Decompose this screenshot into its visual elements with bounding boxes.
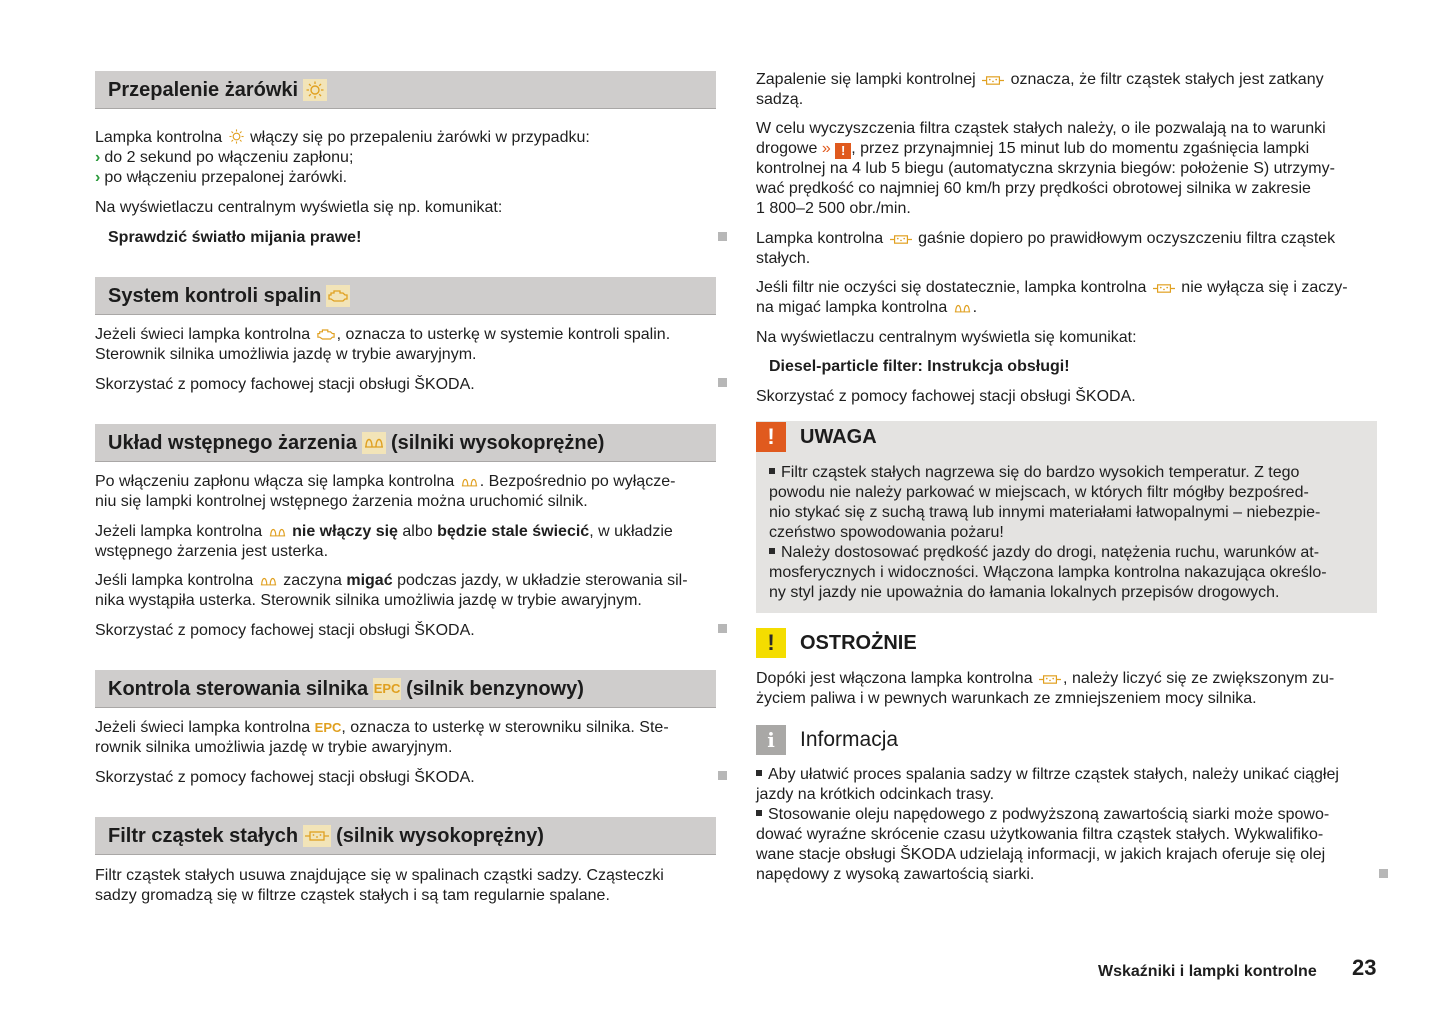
text: ny styl jazdy nie upoważnia do łamania lokalnych przepisów drogowych. (769, 584, 1280, 601)
particle-filter-icon (890, 234, 912, 245)
text: Jeśli lampka kontrolna (95, 572, 254, 589)
epc-p1 (95, 718, 716, 758)
text: napędowy z wysoką zawartością siarki. (756, 866, 1035, 883)
text: czeństwo spowodowania pożaru! (769, 524, 1004, 541)
list-item-text: do 2 sekund po włączeniu zapłonu; (104, 149, 354, 166)
text: sadzą. (756, 91, 804, 108)
text: wać prędkość co najmniej 60 km/h przy prędkości obrotowej silnika w zakresie (756, 180, 1311, 197)
text: będzie stale świecić (437, 523, 590, 540)
section-subtitle: (silnik benzynowy) (406, 677, 584, 700)
text: sadzy gromadzą się w filtrze cząstek stałych i są tam regularnie spalane. (95, 887, 610, 904)
info-title: Informacja (800, 728, 899, 751)
text: nie wyłącza się i zaczy- (1181, 279, 1348, 296)
text: wstępnego żarzenia jest usterka. (95, 543, 329, 560)
text: W celu wyczyszczenia filtra cząstek stałych należy, o ile pozwalają na to warunki (756, 120, 1326, 137)
info-icon: i (756, 725, 786, 755)
section-end-marker (718, 232, 727, 241)
particle-filter-icon (1039, 674, 1061, 685)
emission-p2: Skorzystać z pomocy fachowej stacji obsługi ŠKODA. (95, 376, 475, 393)
text: Należy dostosować prędkość jazdy do drogi, natężenia ruchu, warunków at- (781, 544, 1320, 561)
square-bullet-icon (769, 548, 775, 554)
glow-plug-icon (362, 432, 386, 454)
dpf-r1 (756, 70, 1377, 110)
text: włączy się po przepaleniu żarówki w przypadku: (250, 129, 590, 146)
text: Jeżeli lampka kontrolna (95, 523, 263, 540)
cross-reference-link[interactable]: » (821, 140, 831, 157)
bulb-failure-icon (229, 129, 244, 144)
dpf-message: Diesel-particle filter: Instrukcja obsługi! (769, 358, 1070, 375)
text: dować wyraźne skrócenie czasu użytkowania filtra cząstek stałych. Wykwalifiko- (756, 826, 1324, 843)
warning-icon: ! (756, 422, 786, 452)
text: nika wystąpiła usterka. Sterownik silnika umożliwia jazdę w trybie awaryjnym. (95, 592, 642, 609)
section-title: System kontroli spalin (108, 284, 322, 307)
bulb-failure-icon (303, 79, 327, 101)
text: niu się lampki kontrolnej wstępnego żarzenia można uruchomić silnik. (95, 493, 588, 510)
bulb-display-note: Na wyświetlaczu centralnym wyświetla się np. komunikat: (95, 199, 503, 216)
dpf-r2 (756, 119, 1377, 219)
section-header-dpf (95, 817, 716, 855)
glow-p1 (95, 472, 716, 512)
bulb-message: Sprawdzić światło mijania prawe! (108, 229, 362, 246)
text: na migać lampka kontrolna (756, 299, 948, 316)
list-item-text: po włączeniu przepalonej żarówki. (104, 169, 348, 186)
caution-text (756, 669, 1377, 709)
section-header-glow-plug (95, 424, 716, 462)
glow-p2 (95, 522, 716, 562)
text: , należy liczyć się ze zwiększonym zu- (1063, 670, 1335, 687)
glow-plug-icon (954, 303, 971, 314)
text: Zapalenie się lampki kontrolnej (756, 71, 976, 88)
glow-p3 (95, 571, 716, 611)
warning-box (756, 421, 1377, 613)
square-bullet-icon (756, 810, 762, 816)
list-item (95, 168, 716, 188)
text: Dopóki jest włączona lampka kontrolna (756, 670, 1033, 687)
caution-icon: ! (756, 628, 786, 658)
particle-filter-icon (982, 75, 1004, 86)
text: albo (402, 523, 433, 540)
section-title: Kontrola sterowania silnika (108, 677, 369, 700)
info-text (756, 765, 1377, 885)
epc-p2: Skorzystać z pomocy fachowej stacji obsługi ŠKODA. (95, 769, 475, 786)
text: 1 800–2 500 obr./min. (756, 200, 911, 217)
warning-title: UWAGA (800, 426, 877, 448)
text: Jeżeli świeci lampka kontrolna (95, 326, 311, 343)
section-end-marker (718, 624, 727, 633)
text: podczas jazdy, w układzie sterowania sil- (397, 572, 688, 589)
text: Jeśli filtr nie oczyści się dostatecznie, lampka kontrolna (756, 279, 1147, 296)
text: powodu nie należy parkować w miejscach, w których filtr mógłby bezpośred- (769, 484, 1309, 501)
epc-icon: EPC (314, 720, 342, 735)
text: życiem paliwa i w pewnych warunkach ze zmniejszeniem mocy silnika. (756, 690, 1257, 707)
text: , oznacza to usterkę w systemie kontroli spalin. (336, 326, 671, 343)
glow-plug-icon (269, 527, 286, 538)
section-end-marker (718, 771, 727, 780)
section-title: Przepalenie żarówki (108, 78, 299, 101)
section-header-emission (95, 277, 716, 315)
arrow-bullet-icon: › (95, 149, 101, 166)
particle-filter-icon (1153, 283, 1175, 294)
text: Filtr cząstek stałych nagrzewa się do bardzo wysokich temperatur. Z tego (781, 464, 1300, 481)
dpf-r5: Na wyświetlaczu centralnym wyświetla się komunikat: (756, 329, 1137, 346)
section-end-marker (1379, 869, 1388, 878)
text: migać (346, 572, 393, 589)
warning-text (769, 463, 1369, 603)
text: rownik silnika umożliwia jazdę w trybie awaryjnym. (95, 739, 453, 756)
text: wane stacje obsługi ŠKODA udzielają informacji, w jakich krajach oferuje się olej (756, 846, 1326, 863)
engine-icon (326, 285, 350, 307)
section-subtitle: (silnik wysokoprężny) (336, 824, 544, 847)
text: . Bezpośrednio po wyłącze- (479, 473, 676, 490)
text: Lampka kontrolna (95, 129, 223, 146)
section-title: Filtr cząstek stałych (108, 824, 299, 847)
dpf-r3 (756, 229, 1377, 269)
arrow-bullet-icon: › (95, 169, 101, 186)
text: nie włączy się (292, 523, 398, 540)
dpf-p1 (95, 866, 716, 906)
text: , oznacza to usterkę w sterowniku silnika. Ste- (341, 719, 669, 736)
glow-p4: Skorzystać z pomocy fachowej stacji obsługi ŠKODA. (95, 622, 475, 639)
glow-plug-icon (260, 576, 277, 587)
section-end-marker (718, 378, 727, 387)
text: gaśnie dopiero po prawidłowym oczyszczeniu filtra cząstek (918, 230, 1336, 247)
caution-title: OSTROŻNIE (800, 632, 917, 654)
text: oznacza, że filtr cząstek stałych jest zatkany (1010, 71, 1324, 88)
text: , przez przynajmniej 15 minut lub do momentu zgaśnięcia lampki (851, 140, 1310, 157)
section-header-bulb (95, 71, 716, 109)
text: mosferycznych i widoczności. Włączona lampka kontrolna nakazująca określo- (769, 564, 1327, 581)
square-bullet-icon (756, 770, 762, 776)
glow-plug-icon (461, 477, 478, 488)
text: Stosowanie oleju napędowego z podwyższoną zawartością siarki może spowo- (768, 806, 1330, 823)
warning-icon[interactable]: ! (835, 143, 851, 159)
text: Filtr cząstek stałych usuwa znajdujące się w spalinach cząstki sadzy. Cząsteczki (95, 867, 664, 884)
section-title: Układ wstępnego żarzenia (108, 431, 357, 454)
dpf-r4 (756, 278, 1377, 318)
list-item (95, 148, 716, 168)
text: kontrolnej na 4 lub 5 biegu (automatyczna skrzynia biegów: położenie S) utrzymy- (756, 160, 1335, 177)
text: Jeżeli świeci lampka kontrolna (95, 719, 311, 736)
page-number: 23 (1352, 955, 1377, 980)
text: zaczyna (283, 572, 342, 589)
text: nio stykać się z suchą trawą lub innymi materiałami łatwopalnymi – niebezpie- (769, 504, 1321, 521)
bulb-intro (95, 128, 716, 188)
text: Po włączeniu zapłonu włącza się lampka kontrolna (95, 473, 455, 490)
text: Lampka kontrolna (756, 230, 884, 247)
text: . (972, 299, 978, 316)
text: drogowe (756, 140, 818, 157)
dpf-r7: Skorzystać z pomocy fachowej stacji obsługi ŠKODA. (756, 388, 1136, 405)
text: Sterownik silnika umożliwia jazdę w trybie awaryjnym. (95, 346, 477, 363)
footer-section-title: Wskaźniki i lampki kontrolne (1098, 963, 1317, 980)
text: , w układzie (589, 523, 673, 540)
text: Aby ułatwić proces spalania sadzy w filtrze cząstek stałych, należy unikać ciągłej (768, 766, 1339, 783)
engine-icon (317, 328, 335, 341)
square-bullet-icon (769, 468, 775, 474)
text: stałych. (756, 250, 811, 267)
text: jazdy na krótkich odcinkach trasy. (756, 786, 995, 803)
particle-filter-icon (303, 825, 331, 847)
section-subtitle: (silniki wysokoprężne) (390, 431, 605, 454)
emission-p1 (95, 325, 716, 365)
epc-icon: EPC (373, 678, 401, 700)
section-header-epc (95, 670, 716, 708)
